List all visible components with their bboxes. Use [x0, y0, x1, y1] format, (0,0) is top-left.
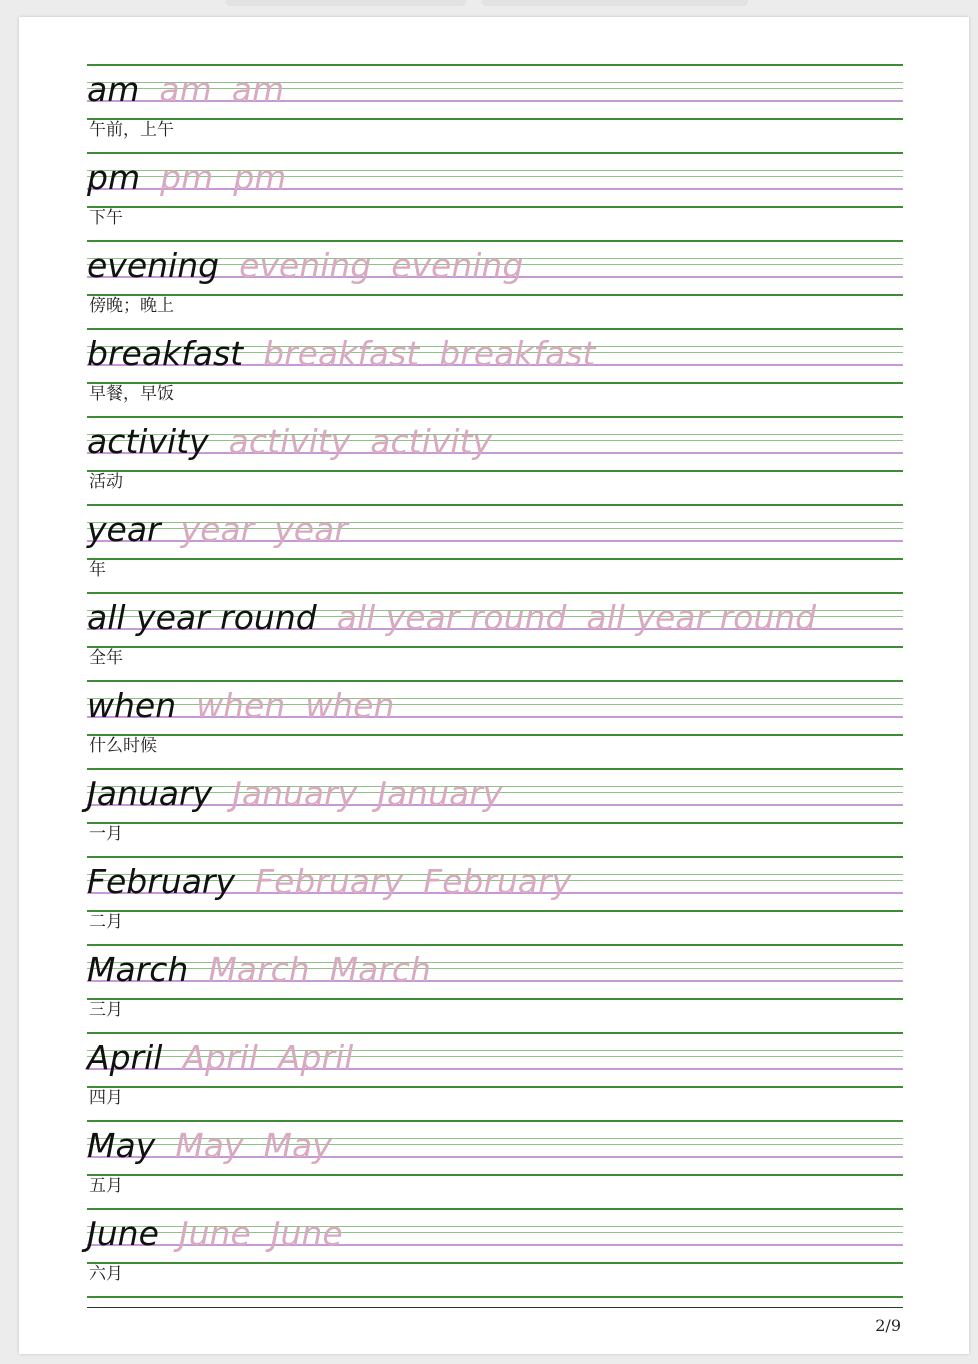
guide-line-top [87, 592, 903, 594]
vocab-entry [87, 1032, 903, 1120]
vocab-word: year [87, 510, 161, 549]
trace-word: evening [391, 246, 524, 285]
vocab-word: pm [87, 158, 141, 197]
word-row [87, 774, 502, 814]
guide-line-bottom [87, 382, 903, 384]
vocab-entry [87, 856, 903, 944]
vocab-entry [87, 64, 903, 152]
trace-word: June [270, 1214, 343, 1253]
chinese-meaning: 三月 [89, 1000, 123, 1020]
vocab-word: February [87, 862, 236, 901]
guide-line-bottom [87, 558, 903, 560]
chinese-meaning: 六月 [89, 1264, 123, 1284]
trace-word: May [263, 1126, 332, 1165]
trace-word: April [182, 1038, 258, 1077]
word-row [87, 686, 394, 726]
guide-line-top [87, 944, 903, 946]
footer-divider [87, 1307, 903, 1308]
guide-line-top [87, 416, 903, 418]
trace-word: February [423, 862, 572, 901]
word-row [87, 70, 284, 110]
chinese-meaning: 什么时候 [89, 736, 157, 756]
chinese-meaning: 一月 [89, 824, 123, 844]
vocab-word: May [87, 1126, 156, 1165]
trace-word: all year round [336, 598, 567, 637]
trace-word: March [208, 950, 310, 989]
word-row [87, 862, 571, 902]
chinese-meaning: 四月 [89, 1088, 123, 1108]
chinese-meaning: 二月 [89, 912, 123, 932]
vocab-word: when [87, 686, 177, 725]
vocab-word: June [87, 1214, 159, 1253]
guide-line-top [87, 1208, 903, 1210]
guide-line-bottom [87, 206, 903, 208]
vocab-entry [87, 328, 903, 416]
trace-word: when [196, 686, 286, 725]
guide-line-bottom [87, 646, 903, 648]
trace-word: pm [233, 158, 287, 197]
vocab-entry [87, 680, 903, 768]
trace-word: when [305, 686, 395, 725]
chinese-meaning: 午前，上午 [89, 120, 174, 140]
word-row [87, 510, 348, 550]
trace-word: January [232, 774, 358, 813]
guide-line-bottom [87, 118, 903, 120]
guide-line-top [87, 504, 903, 506]
trace-word: May [175, 1126, 244, 1165]
trace-word: am [231, 70, 285, 109]
vocab-word: breakfast [87, 334, 244, 373]
vocab-word: activity [87, 422, 209, 461]
word-row [87, 422, 492, 462]
word-row [87, 246, 523, 286]
trace-word: breakfast [263, 334, 420, 373]
chinese-meaning: 活动 [89, 472, 123, 492]
guide-line-bottom [87, 294, 903, 296]
trace-word: March [329, 950, 431, 989]
guide-line-top [87, 856, 903, 858]
chinese-meaning: 下午 [89, 208, 123, 228]
trace-word: year [180, 510, 255, 549]
guide-line-top [87, 240, 903, 242]
trace-word: June [178, 1214, 251, 1253]
trace-word: breakfast [439, 334, 596, 373]
trace-word: all year round [586, 598, 817, 637]
guide-line-top [87, 768, 903, 770]
chinese-meaning: 全年 [89, 648, 123, 668]
trace-word: year [274, 510, 348, 549]
word-row [87, 158, 286, 198]
vocab-word: all year round [87, 598, 317, 637]
vocab-entry [87, 152, 903, 240]
word-row [87, 1214, 343, 1254]
chinese-meaning: 年 [89, 560, 106, 580]
trace-word: am [159, 70, 212, 109]
browser-tab[interactable] [226, 0, 466, 6]
vocab-entry [87, 768, 903, 856]
page-number: 2/9 [875, 1316, 901, 1335]
chinese-meaning: 早餐，早饭 [89, 384, 174, 404]
guide-line-bottom [87, 1174, 903, 1176]
vocab-entry [87, 504, 903, 592]
guide-line-bottom [87, 734, 903, 736]
trace-word: February [255, 862, 404, 901]
guide-line-top [87, 152, 903, 154]
word-row [87, 334, 595, 374]
vocab-entry [87, 944, 903, 1032]
meaning-line-bottom [87, 1296, 903, 1298]
guide-line-bottom [87, 1262, 903, 1264]
word-row [87, 1126, 332, 1166]
word-row [87, 1038, 353, 1078]
word-row [87, 950, 431, 990]
guide-line-top [87, 328, 903, 330]
vocab-word: evening [87, 246, 220, 285]
guide-line-top [87, 1032, 903, 1034]
vocab-entry [87, 240, 903, 328]
guide-line-bottom [87, 822, 903, 824]
vocab-entry [87, 1120, 903, 1208]
vocab-entry [87, 592, 903, 680]
chinese-meaning: 傍晚；晚上 [89, 296, 174, 316]
chinese-meaning: 五月 [89, 1176, 123, 1196]
trace-word: April [277, 1038, 354, 1077]
word-row [87, 598, 816, 638]
guide-line-top [87, 64, 903, 66]
trace-word: evening [239, 246, 372, 285]
vocab-word: April [87, 1038, 163, 1077]
vocab-word: am [87, 70, 140, 109]
vocab-word: January [87, 774, 213, 813]
trace-word: pm [160, 158, 214, 197]
vocab-entry [87, 1208, 903, 1296]
vocab-word: March [87, 950, 189, 989]
guide-line-bottom [87, 998, 903, 1000]
vocab-entry [87, 416, 903, 504]
guide-line-top [87, 680, 903, 682]
guide-line-bottom [87, 470, 903, 472]
trace-word: January [377, 774, 503, 813]
worksheet-page [19, 17, 969, 1354]
trace-word: activity [228, 422, 351, 461]
guide-line-top [87, 1120, 903, 1122]
guide-line-bottom [87, 1086, 903, 1088]
guide-line-bottom [87, 910, 903, 912]
browser-tab[interactable] [482, 0, 748, 6]
trace-word: activity [370, 422, 492, 461]
